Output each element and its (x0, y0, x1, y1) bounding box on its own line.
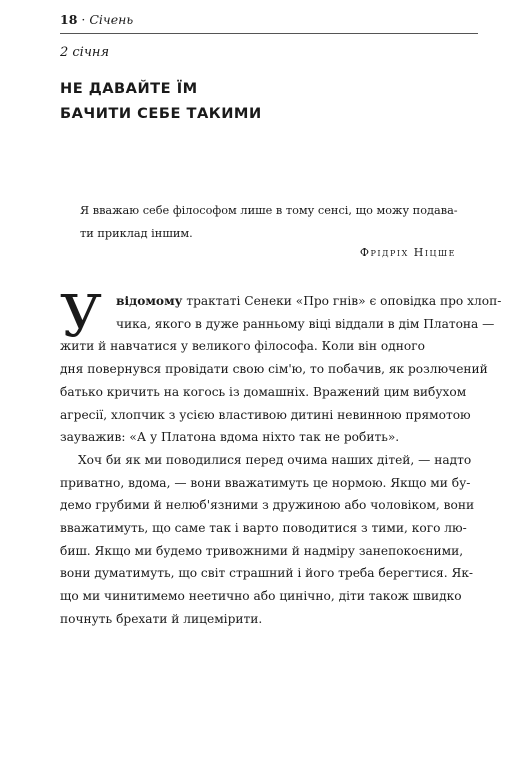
body-line (60, 290, 502, 313)
running-head-month: Січень (89, 12, 134, 27)
body-line: приватно, вдома, — вони вважатимуть це нормою. Якщо ми бу- (60, 475, 471, 490)
body-line: чика, якого в дуже ранньому віці віддали в дім Платона — (116, 316, 495, 331)
body-line: вважатимуть, що саме так і варто поводитися з тими, кого лю- (60, 521, 467, 536)
first-line-rest: трактаті Сенеки «Про гнів» є оповідка про хлоп- (182, 294, 502, 308)
running-head (60, 12, 478, 27)
drop-cap: У (60, 282, 102, 350)
body-line: агресії, хлопчик з усією властивою дитині невинною прямотою (60, 407, 471, 422)
first-words: відомому (116, 294, 183, 308)
entry-title (60, 76, 478, 126)
body-line: дня повернувся провідати свою сім'ю, то побачив, як розлючений (60, 362, 488, 377)
body-line: жити й навчатися у великого філософа. Коли він одного (60, 339, 425, 354)
body-text (60, 282, 502, 631)
body-line: що ми чинитимемо неетично або цинічно, діти також швидко (60, 589, 462, 604)
body-line: батько кричить на когось із домашніх. Вражений цим вибухом (60, 384, 467, 399)
epigraph-author: Фрідріх Ніцше (359, 246, 456, 259)
entry-title-line: НЕ ДАВАЙТЕ ЇМ (60, 80, 198, 97)
body-line: почнуть брехати й лицемірити. (60, 611, 263, 626)
epigraph-line: Я вважаю себе філософом лише в тому сенсі, що можу подава- (80, 204, 458, 217)
epigraph-line: ти приклад іншим. (80, 227, 193, 240)
entry-date: 2 січня (60, 45, 110, 60)
body-line: зауважив: «А у Платона вдома ніхто так не робить». (60, 430, 400, 445)
body-line: Хоч би як ми поводилися перед очима наших дітей, — надто (78, 452, 472, 467)
body-line: вони думатимуть, що світ страшний і його треба берегтися. Як- (60, 566, 474, 581)
entry-title-line: БАЧИТИ СЕБЕ ТАКИМИ (60, 105, 262, 122)
body-line: демо грубими й нелюб'язними з дружиною або чоловіком, вони (60, 498, 475, 513)
epigraph (80, 199, 480, 245)
page-number: 18 (60, 12, 78, 27)
body-line: биш. Якщо ми будемо тривожними й надміру занепокоєними, (60, 543, 464, 558)
header-rule (60, 33, 478, 34)
running-head-separator: · (81, 12, 86, 27)
